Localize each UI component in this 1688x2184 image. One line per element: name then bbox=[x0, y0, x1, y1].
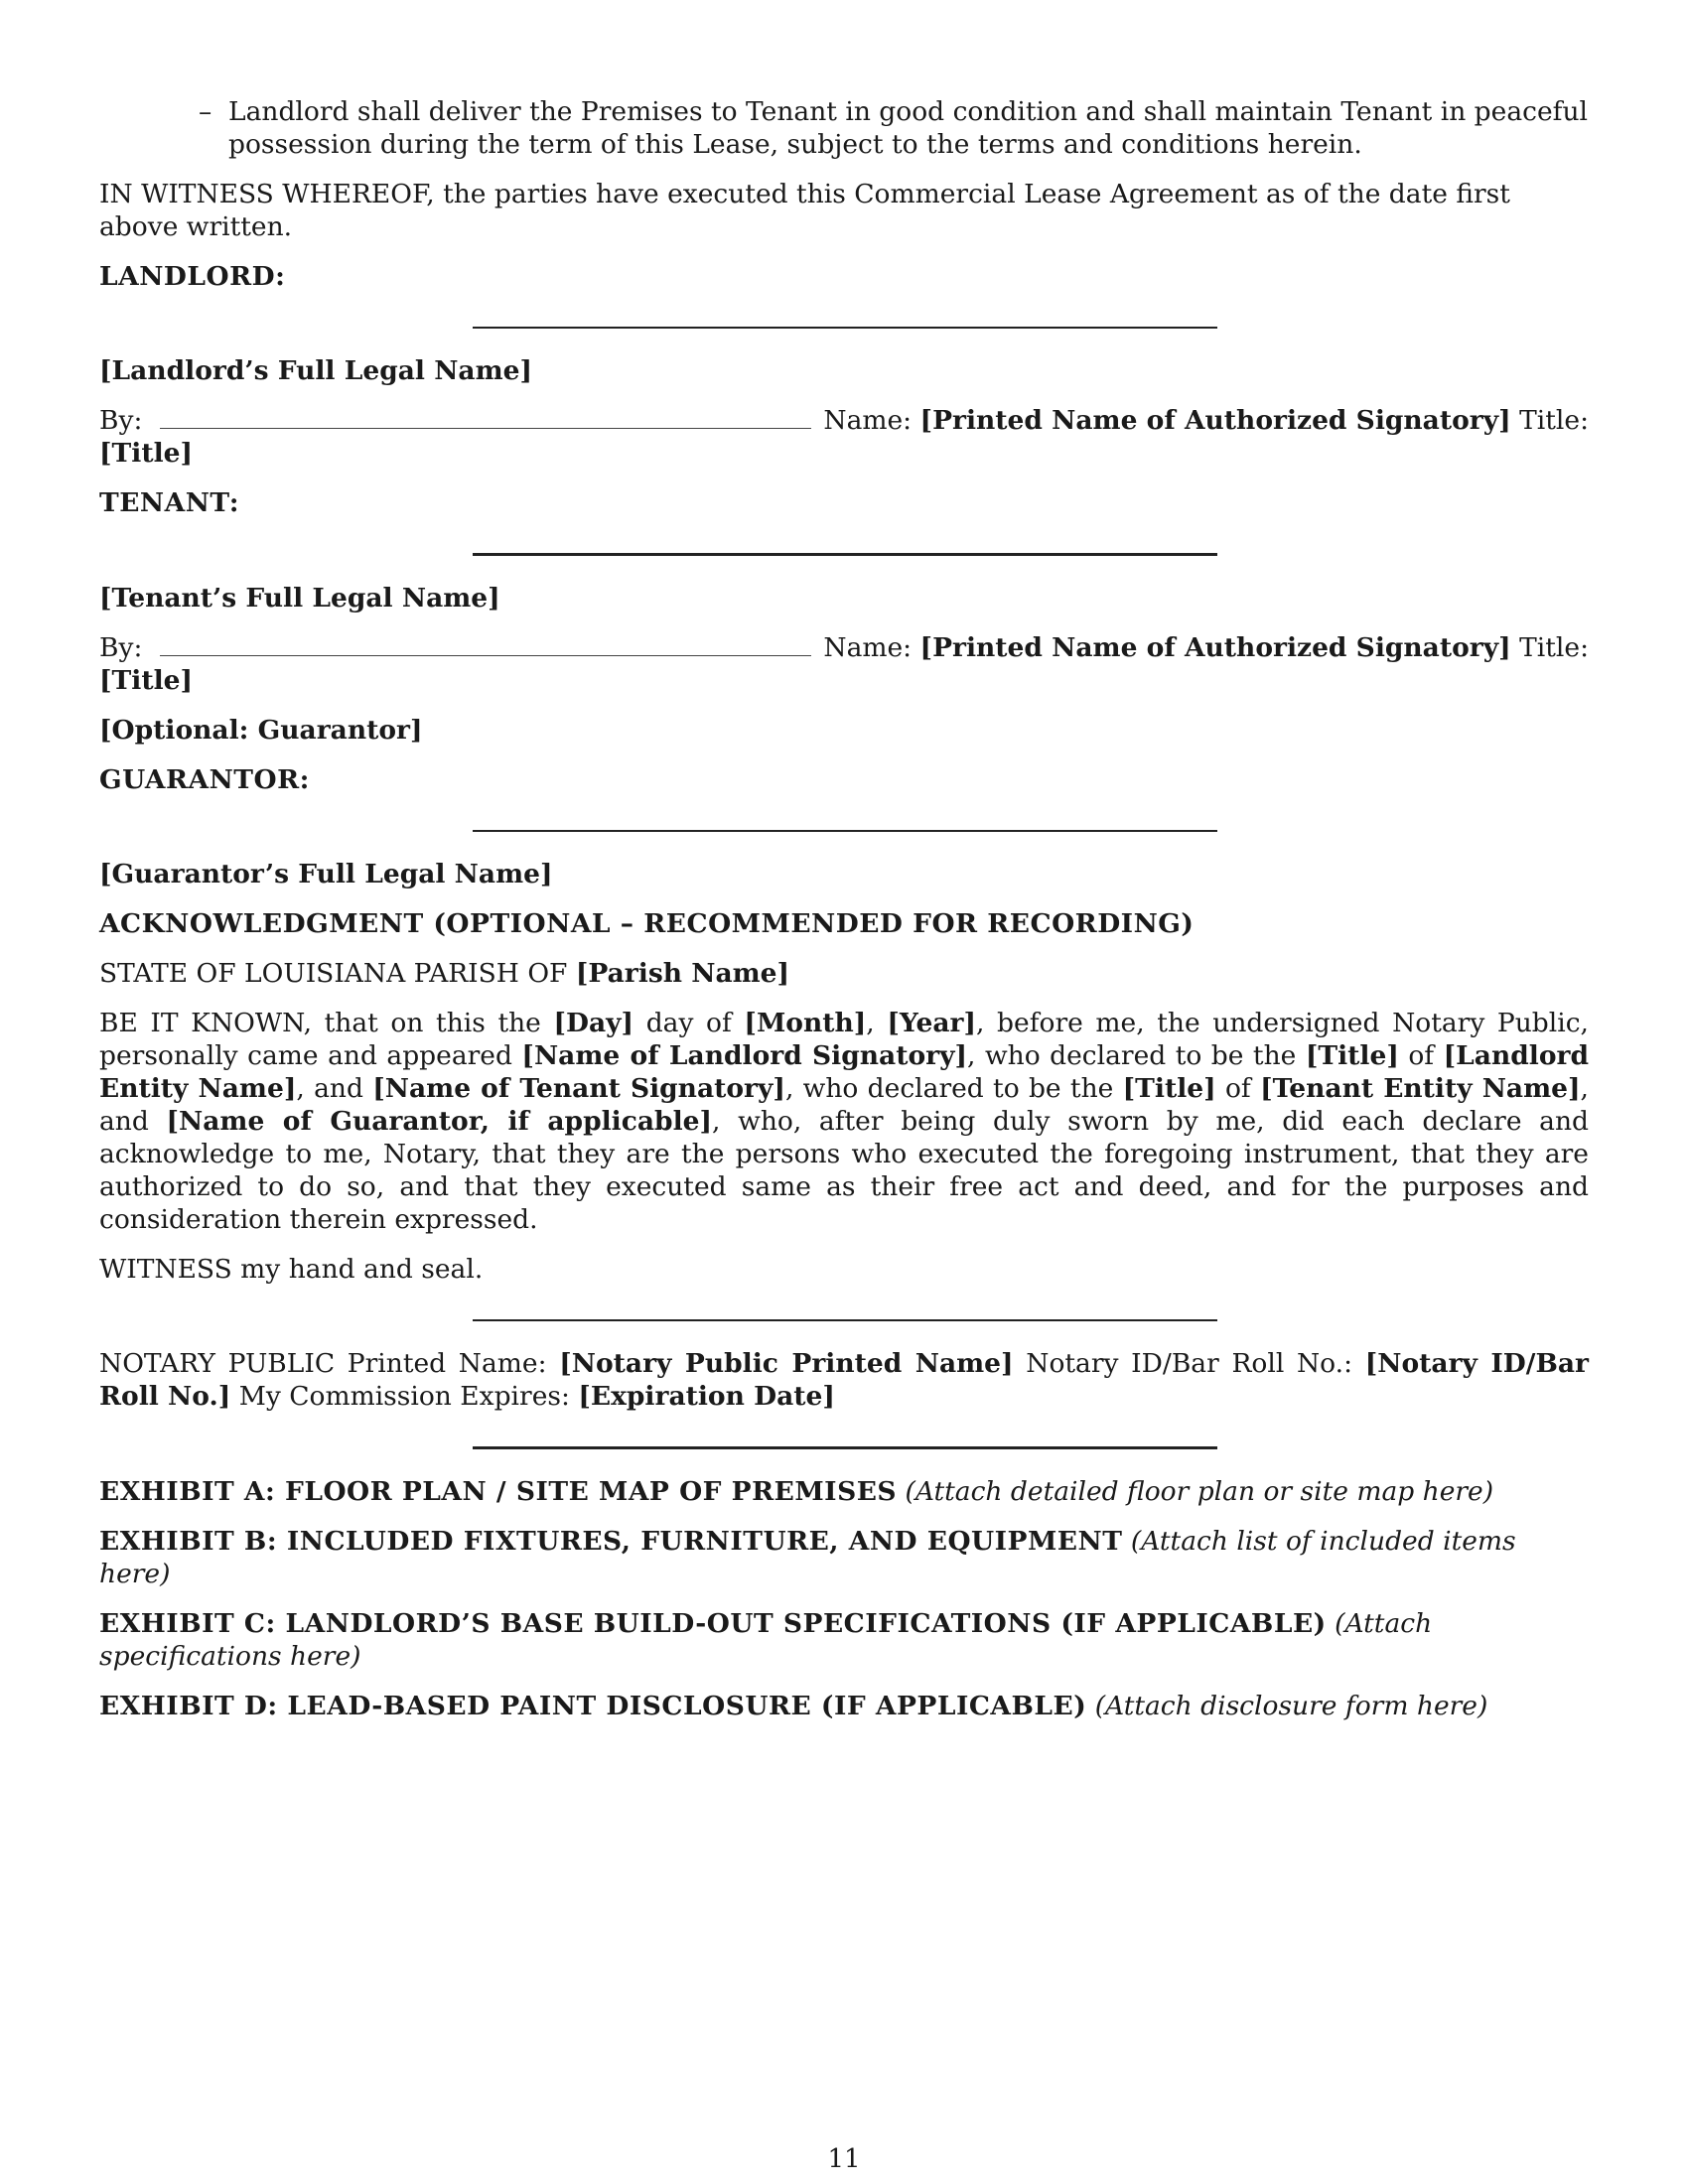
landlord-signature-line[interactable] bbox=[473, 327, 1217, 329]
exhibit-b: EXHIBIT B: INCLUDED FIXTURES, FURNITURE, AND EQUIPMENT (Attach list of included items here) bbox=[99, 1526, 1516, 1589]
guarantor-optional-label: [Optional: Guarantor] bbox=[99, 715, 423, 746]
document-page bbox=[99, 95, 1589, 1722]
bullet-text: Landlord shall deliver the Premises to Tenant in good condition and shall maintain Tenant in peaceful possession during the term of this Lease, subject to the terms and conditions herein. bbox=[228, 96, 1589, 160]
tenant-heading: TENANT: bbox=[99, 487, 239, 518]
notary-block: NOTARY PUBLIC Printed Name: [Notary Public Printed Name] Notary ID/Bar Roll No.: [Notary ID/Bar Roll No.] My Commission Expires: [Expiration Date] bbox=[99, 1348, 1589, 1412]
landlord-signatory-info: Name: [Printed Name of Authorized Signatory] Title: bbox=[823, 405, 1589, 436]
page-number: 11 bbox=[827, 2144, 861, 2174]
landlord-by-signature-field[interactable] bbox=[160, 406, 811, 429]
state-parish-line: STATE OF LOUISIANA PARISH OF [Parish Name] bbox=[99, 958, 790, 989]
witness-hand-seal: WITNESS my hand and seal. bbox=[99, 1254, 484, 1285]
tenant-signatory-info: Name: [Printed Name of Authorized Signatory] Title: bbox=[823, 632, 1589, 663]
tenant-by-line bbox=[99, 631, 1589, 664]
exhibit-a: EXHIBIT A: FLOOR PLAN / SITE MAP OF PREMISES (Attach detailed floor plan or site map here) bbox=[99, 1476, 1494, 1507]
landlord-by-line bbox=[99, 404, 1589, 437]
tenant-full-name: [Tenant’s Full Legal Name] bbox=[99, 583, 500, 614]
guarantor-heading: GUARANTOR: bbox=[99, 764, 310, 795]
exhibit-d: EXHIBIT D: LEAD-BASED PAINT DISCLOSURE (IF APPLICABLE) (Attach disclosure form here) bbox=[99, 1691, 1488, 1721]
witness-clause: IN WITNESS WHEREOF, the parties have executed this Commercial Lease Agreement as of the date first above written. bbox=[99, 179, 1510, 242]
landlord-by-label: By: bbox=[99, 405, 143, 436]
tenant-title: [Title] bbox=[99, 665, 194, 696]
acknowledgment-heading: ACKNOWLEDGMENT (OPTIONAL – RECOMMENDED FOR RECORDING) bbox=[99, 908, 1195, 939]
landlord-full-name: [Landlord’s Full Legal Name] bbox=[99, 355, 533, 386]
guarantor-full-name: [Guarantor’s Full Legal Name] bbox=[99, 859, 553, 889]
acknowledgment-body: BE IT KNOWN, that on this the [Day] day of [Month], [Year], before me, the undersigned Notary Public, personally came and appeared [Name of Landlord Signatory], who declared to be the [Title] of [Landlord Entity Name], and [Name of Tenant Signatory], who declared to be the [Title] of [Tenant Entity Name], and [Name of Guarantor, if applicable], who, after being duly sworn by me, did each declare and acknowledge to me, Notary, that they are the persons who executed the foregoing instrument, that they are authorized to do so, and that they executed same as their free act and deed, and for the purposes and consideration therein expressed. bbox=[99, 1008, 1589, 1235]
tenant-signature-line[interactable] bbox=[473, 553, 1217, 556]
landlord-heading: LANDLORD: bbox=[99, 261, 286, 292]
guarantor-signature-line[interactable] bbox=[473, 830, 1217, 832]
tenant-by-label: By: bbox=[99, 632, 143, 663]
landlord-title: [Title] bbox=[99, 438, 194, 469]
notary-seal-line[interactable] bbox=[473, 1446, 1217, 1449]
notary-signature-line[interactable] bbox=[473, 1319, 1217, 1321]
bullet-dash: – bbox=[199, 96, 212, 127]
tenant-by-signature-field[interactable] bbox=[160, 633, 811, 656]
bullet-item bbox=[199, 95, 1589, 161]
exhibit-c: EXHIBIT C: LANDLORD’S BASE BUILD-OUT SPECIFICATIONS (IF APPLICABLE) (Attach specifications here) bbox=[99, 1608, 1433, 1672]
